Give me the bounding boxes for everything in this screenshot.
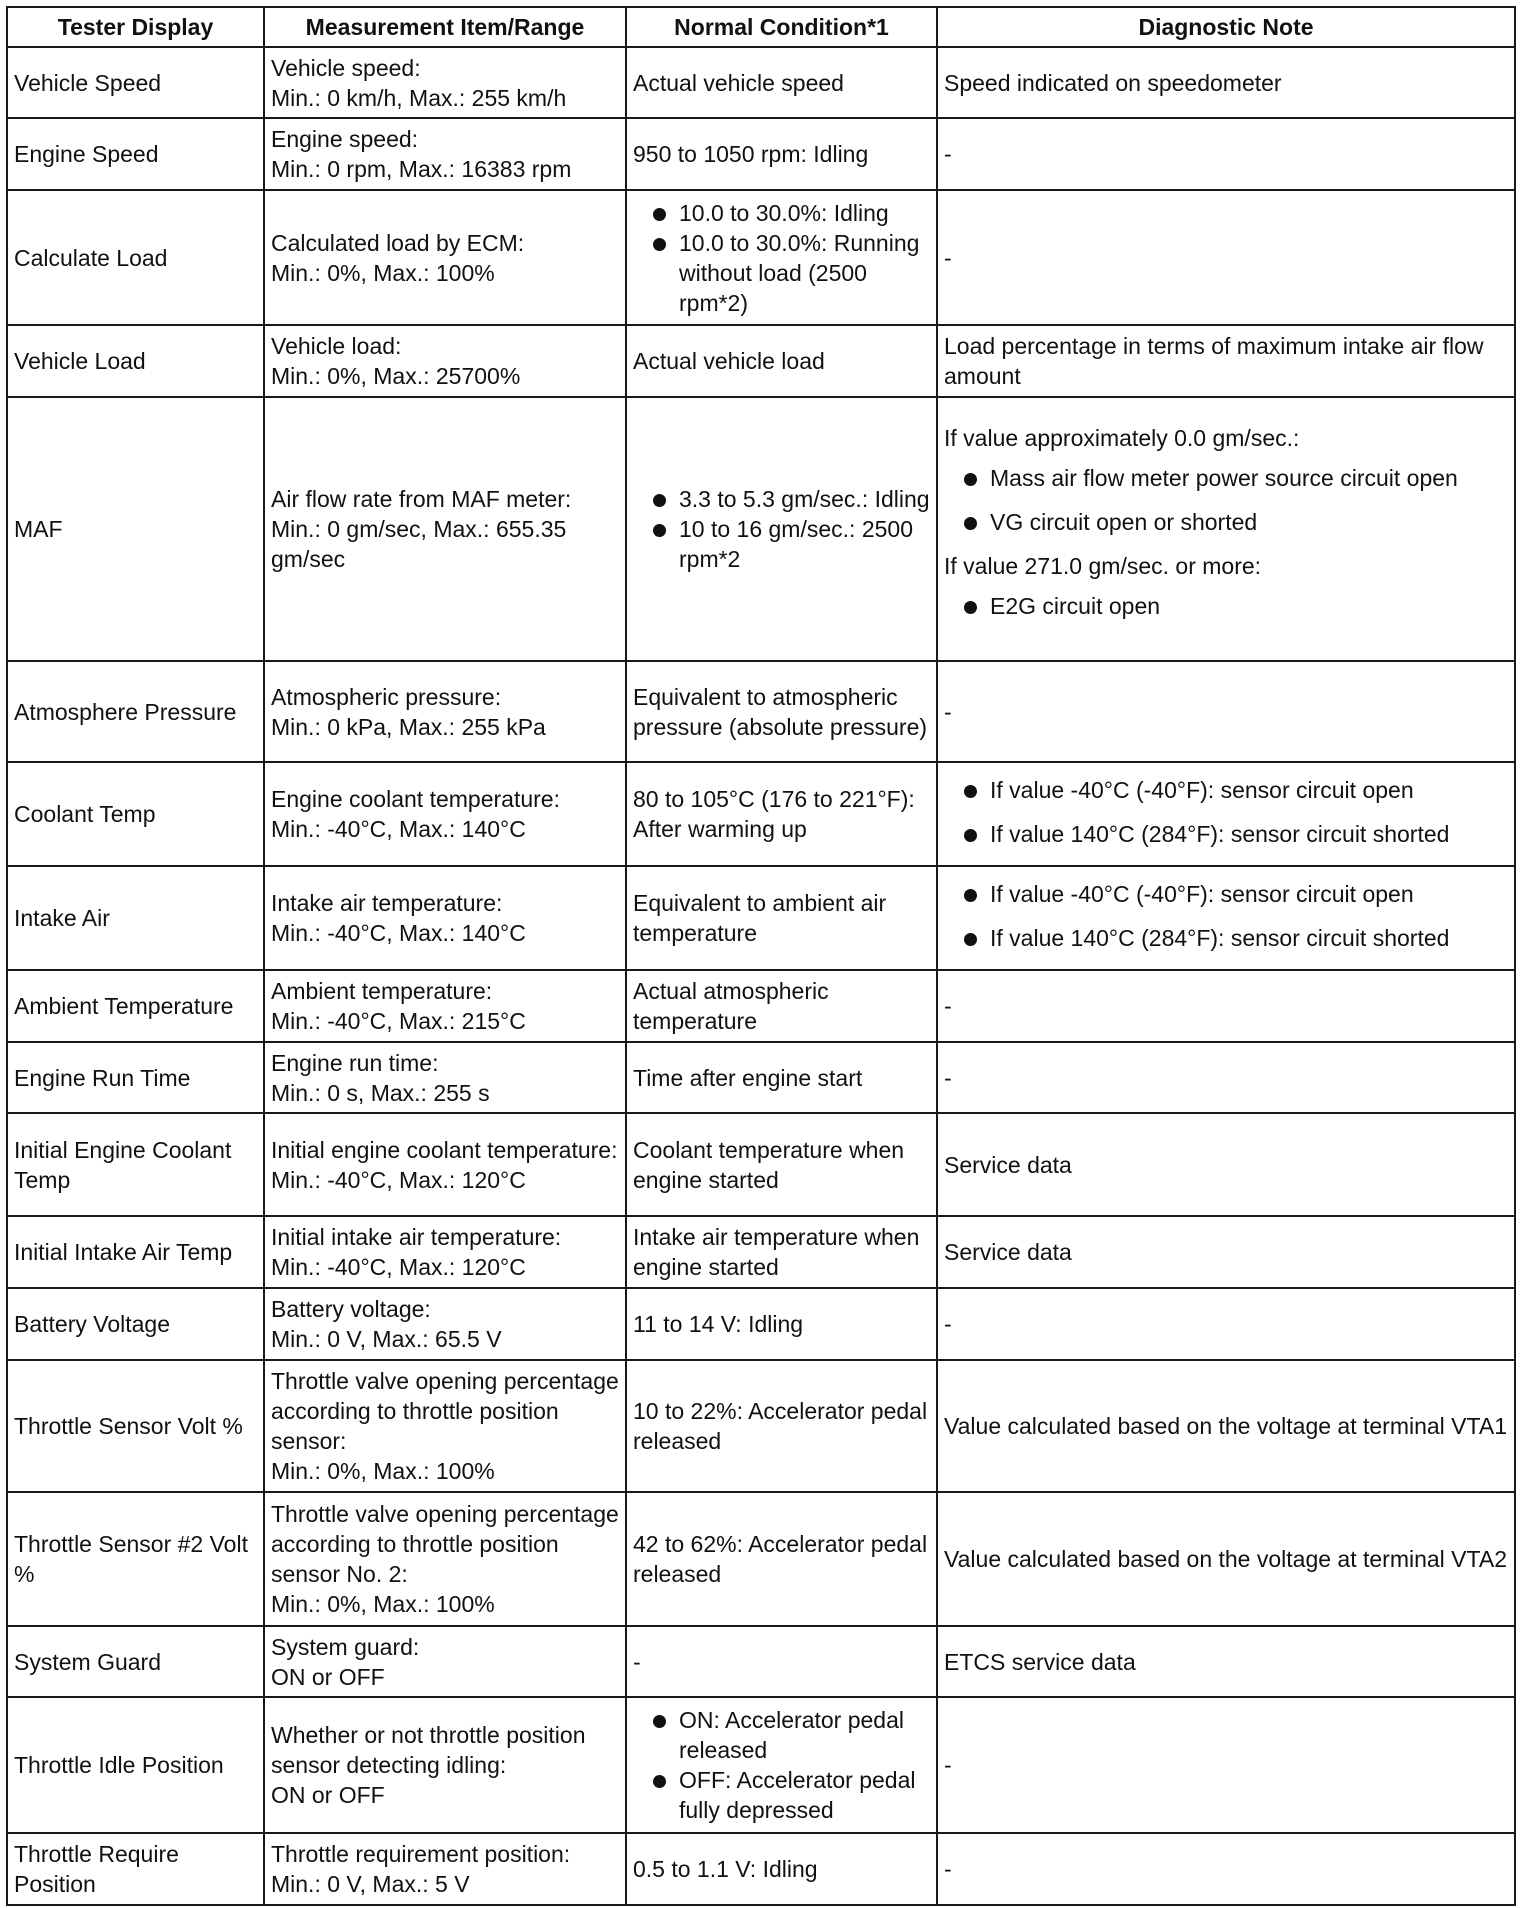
tester-display-cell: Throttle Require Position [7,1833,264,1905]
list-item: E2G circuit open [944,591,1508,621]
measurement-cell: Engine coolant temperature: Min.: -40°C, Max.: 140°C [264,762,626,866]
normal-condition-cell: Intake air temperature when engine started [626,1216,937,1288]
tester-display-cell: Calculate Load [7,190,264,325]
table-row [7,1492,1515,1626]
header-normal-condition: Normal Condition*1 [626,7,937,47]
list-item: 10 to 16 gm/sec.: 2500 rpm*2 [633,514,930,574]
table-row [7,1113,1515,1216]
note-list [944,879,1508,953]
measurement-cell: Vehicle load: Min.: 0%, Max.: 25700% [264,325,626,397]
tester-display-cell: Engine Speed [7,118,264,190]
diagnostic-note-cell: - [937,118,1515,190]
table-row [7,762,1515,866]
normal-condition-cell: Actual vehicle load [626,325,937,397]
list-item: 3.3 to 5.3 gm/sec.: Idling [633,484,930,514]
normal-condition-cell [626,397,937,661]
normal-condition-cell: 10 to 22%: Accelerator pedal released [626,1360,937,1492]
measurement-cell: Throttle requirement position: Min.: 0 V, Max.: 5 V [264,1833,626,1905]
measurement-cell: Initial intake air temperature: Min.: -40°C, Max.: 120°C [264,1216,626,1288]
tester-display-cell: Vehicle Speed [7,47,264,118]
measurement-cell: Whether or not throttle position sensor detecting idling: ON or OFF [264,1697,626,1833]
normal-condition-list [633,484,930,574]
measurement-cell: Calculated load by ECM: Min.: 0%, Max.: 100% [264,190,626,325]
tester-display-cell: Initial Intake Air Temp [7,1216,264,1288]
measurement-cell: Air flow rate from MAF meter: Min.: 0 gm/sec, Max.: 655.35 gm/sec [264,397,626,661]
diagnostic-note-cell: Service data [937,1216,1515,1288]
normal-condition-cell: Equivalent to atmospheric pressure (absolute pressure) [626,661,937,762]
list-item: 10.0 to 30.0%: Running without load (2500 rpm*2) [633,228,930,318]
measurement-cell: System guard: ON or OFF [264,1626,626,1697]
list-item: If value -40°C (-40°F): sensor circuit open [944,775,1508,805]
tester-display-cell: Throttle Sensor Volt % [7,1360,264,1492]
tester-display-cell: Throttle Sensor #2 Volt % [7,1492,264,1626]
normal-condition-cell: 950 to 1050 rpm: Idling [626,118,937,190]
diagnostic-note-cell: - [937,1042,1515,1113]
normal-condition-list [633,1705,930,1825]
tester-display-cell: Throttle Idle Position [7,1697,264,1833]
tester-display-cell: Atmosphere Pressure [7,661,264,762]
table-row [7,970,1515,1042]
diagnostic-note-cell: - [937,1833,1515,1905]
table-row [7,1626,1515,1697]
tester-display-cell: Battery Voltage [7,1288,264,1360]
normal-condition-cell: Equivalent to ambient air temperature [626,866,937,970]
normal-condition-cell: - [626,1626,937,1697]
measurement-cell: Engine speed: Min.: 0 rpm, Max.: 16383 rpm [264,118,626,190]
diagnostic-note-cell [937,397,1515,661]
note-intro: If value approximately 0.0 gm/sec.: [944,425,1300,451]
note-list [944,463,1508,537]
table-row [7,1360,1515,1492]
tester-display-cell: Vehicle Load [7,325,264,397]
table-row [7,1833,1515,1905]
diagnostic-note-cell: Service data [937,1113,1515,1216]
normal-condition-cell: 0.5 to 1.1 V: Idling [626,1833,937,1905]
list-item: ON: Accelerator pedal released [633,1705,930,1765]
diagnostic-note-cell: - [937,1288,1515,1360]
measurement-cell: Throttle valve opening percentage according to throttle position sensor: Min.: 0%, Max.: 100% [264,1360,626,1492]
header-diagnostic-note: Diagnostic Note [937,7,1515,47]
table-row [7,866,1515,970]
normal-condition-cell: 42 to 62%: Accelerator pedal released [626,1492,937,1626]
diagnostic-data-table [6,6,1516,1906]
header-tester-display: Tester Display [7,7,264,47]
tester-display-cell: Engine Run Time [7,1042,264,1113]
list-item: If value 140°C (284°F): sensor circuit shorted [944,819,1508,849]
tester-display-cell: System Guard [7,1626,264,1697]
diagnostic-note-cell [937,866,1515,970]
diagnostic-note-cell: Speed indicated on speedometer [937,47,1515,118]
table-row [7,1697,1515,1833]
normal-condition-cell: Time after engine start [626,1042,937,1113]
diagnostic-note-cell: Load percentage in terms of maximum intake air flow amount [937,325,1515,397]
diagnostic-note-cell [937,762,1515,866]
list-item: If value -40°C (-40°F): sensor circuit open [944,879,1508,909]
normal-condition-list [633,198,930,318]
header-measurement: Measurement Item/Range [264,7,626,47]
normal-condition-cell [626,190,937,325]
note-list [944,775,1508,849]
note-intro: If value 271.0 gm/sec. or more: [944,553,1262,579]
header-row [7,7,1515,47]
tester-display-cell: Initial Engine Coolant Temp [7,1113,264,1216]
table-row [7,1042,1515,1113]
diagnostic-note-cell: - [937,1697,1515,1833]
table-row [7,47,1515,118]
table-row [7,1216,1515,1288]
measurement-cell: Battery voltage: Min.: 0 V, Max.: 65.5 V [264,1288,626,1360]
normal-condition-cell: 80 to 105°C (176 to 221°F): After warming up [626,762,937,866]
measurement-cell: Ambient temperature: Min.: -40°C, Max.: 215°C [264,970,626,1042]
diagnostic-note-cell: Value calculated based on the voltage at terminal VTA2 [937,1492,1515,1626]
normal-condition-cell: Actual vehicle speed [626,47,937,118]
table-row [7,397,1515,661]
table-row [7,118,1515,190]
list-item: OFF: Accelerator pedal fully depressed [633,1765,930,1825]
normal-condition-cell: Coolant temperature when engine started [626,1113,937,1216]
list-item: 10.0 to 30.0%: Idling [633,198,930,228]
measurement-cell: Engine run time: Min.: 0 s, Max.: 255 s [264,1042,626,1113]
measurement-cell: Intake air temperature: Min.: -40°C, Max.: 140°C [264,866,626,970]
list-item: VG circuit open or shorted [944,507,1508,537]
diagnostic-note-cell: ETCS service data [937,1626,1515,1697]
table-row [7,661,1515,762]
tester-display-cell: Coolant Temp [7,762,264,866]
measurement-cell: Initial engine coolant temperature: Min.: -40°C, Max.: 120°C [264,1113,626,1216]
diagnostic-note-cell: Value calculated based on the voltage at terminal VTA1 [937,1360,1515,1492]
list-item: Mass air flow meter power source circuit open [944,463,1508,493]
normal-condition-cell [626,1697,937,1833]
measurement-cell: Throttle valve opening percentage according to throttle position sensor No. 2: Min.: 0%, Max.: 100% [264,1492,626,1626]
measurement-cell: Atmospheric pressure: Min.: 0 kPa, Max.: 255 kPa [264,661,626,762]
tester-display-cell: MAF [7,397,264,661]
diagnostic-note-cell: - [937,970,1515,1042]
note-list [944,591,1508,621]
diagnostic-note-cell: - [937,661,1515,762]
list-item: If value 140°C (284°F): sensor circuit shorted [944,923,1508,953]
normal-condition-cell: Actual atmospheric temperature [626,970,937,1042]
tester-display-cell: Ambient Temperature [7,970,264,1042]
tester-display-cell: Intake Air [7,866,264,970]
diagnostic-note-cell: - [937,190,1515,325]
table-row [7,190,1515,325]
table-row [7,1288,1515,1360]
measurement-cell: Vehicle speed: Min.: 0 km/h, Max.: 255 km/h [264,47,626,118]
normal-condition-cell: 11 to 14 V: Idling [626,1288,937,1360]
table-row [7,325,1515,397]
